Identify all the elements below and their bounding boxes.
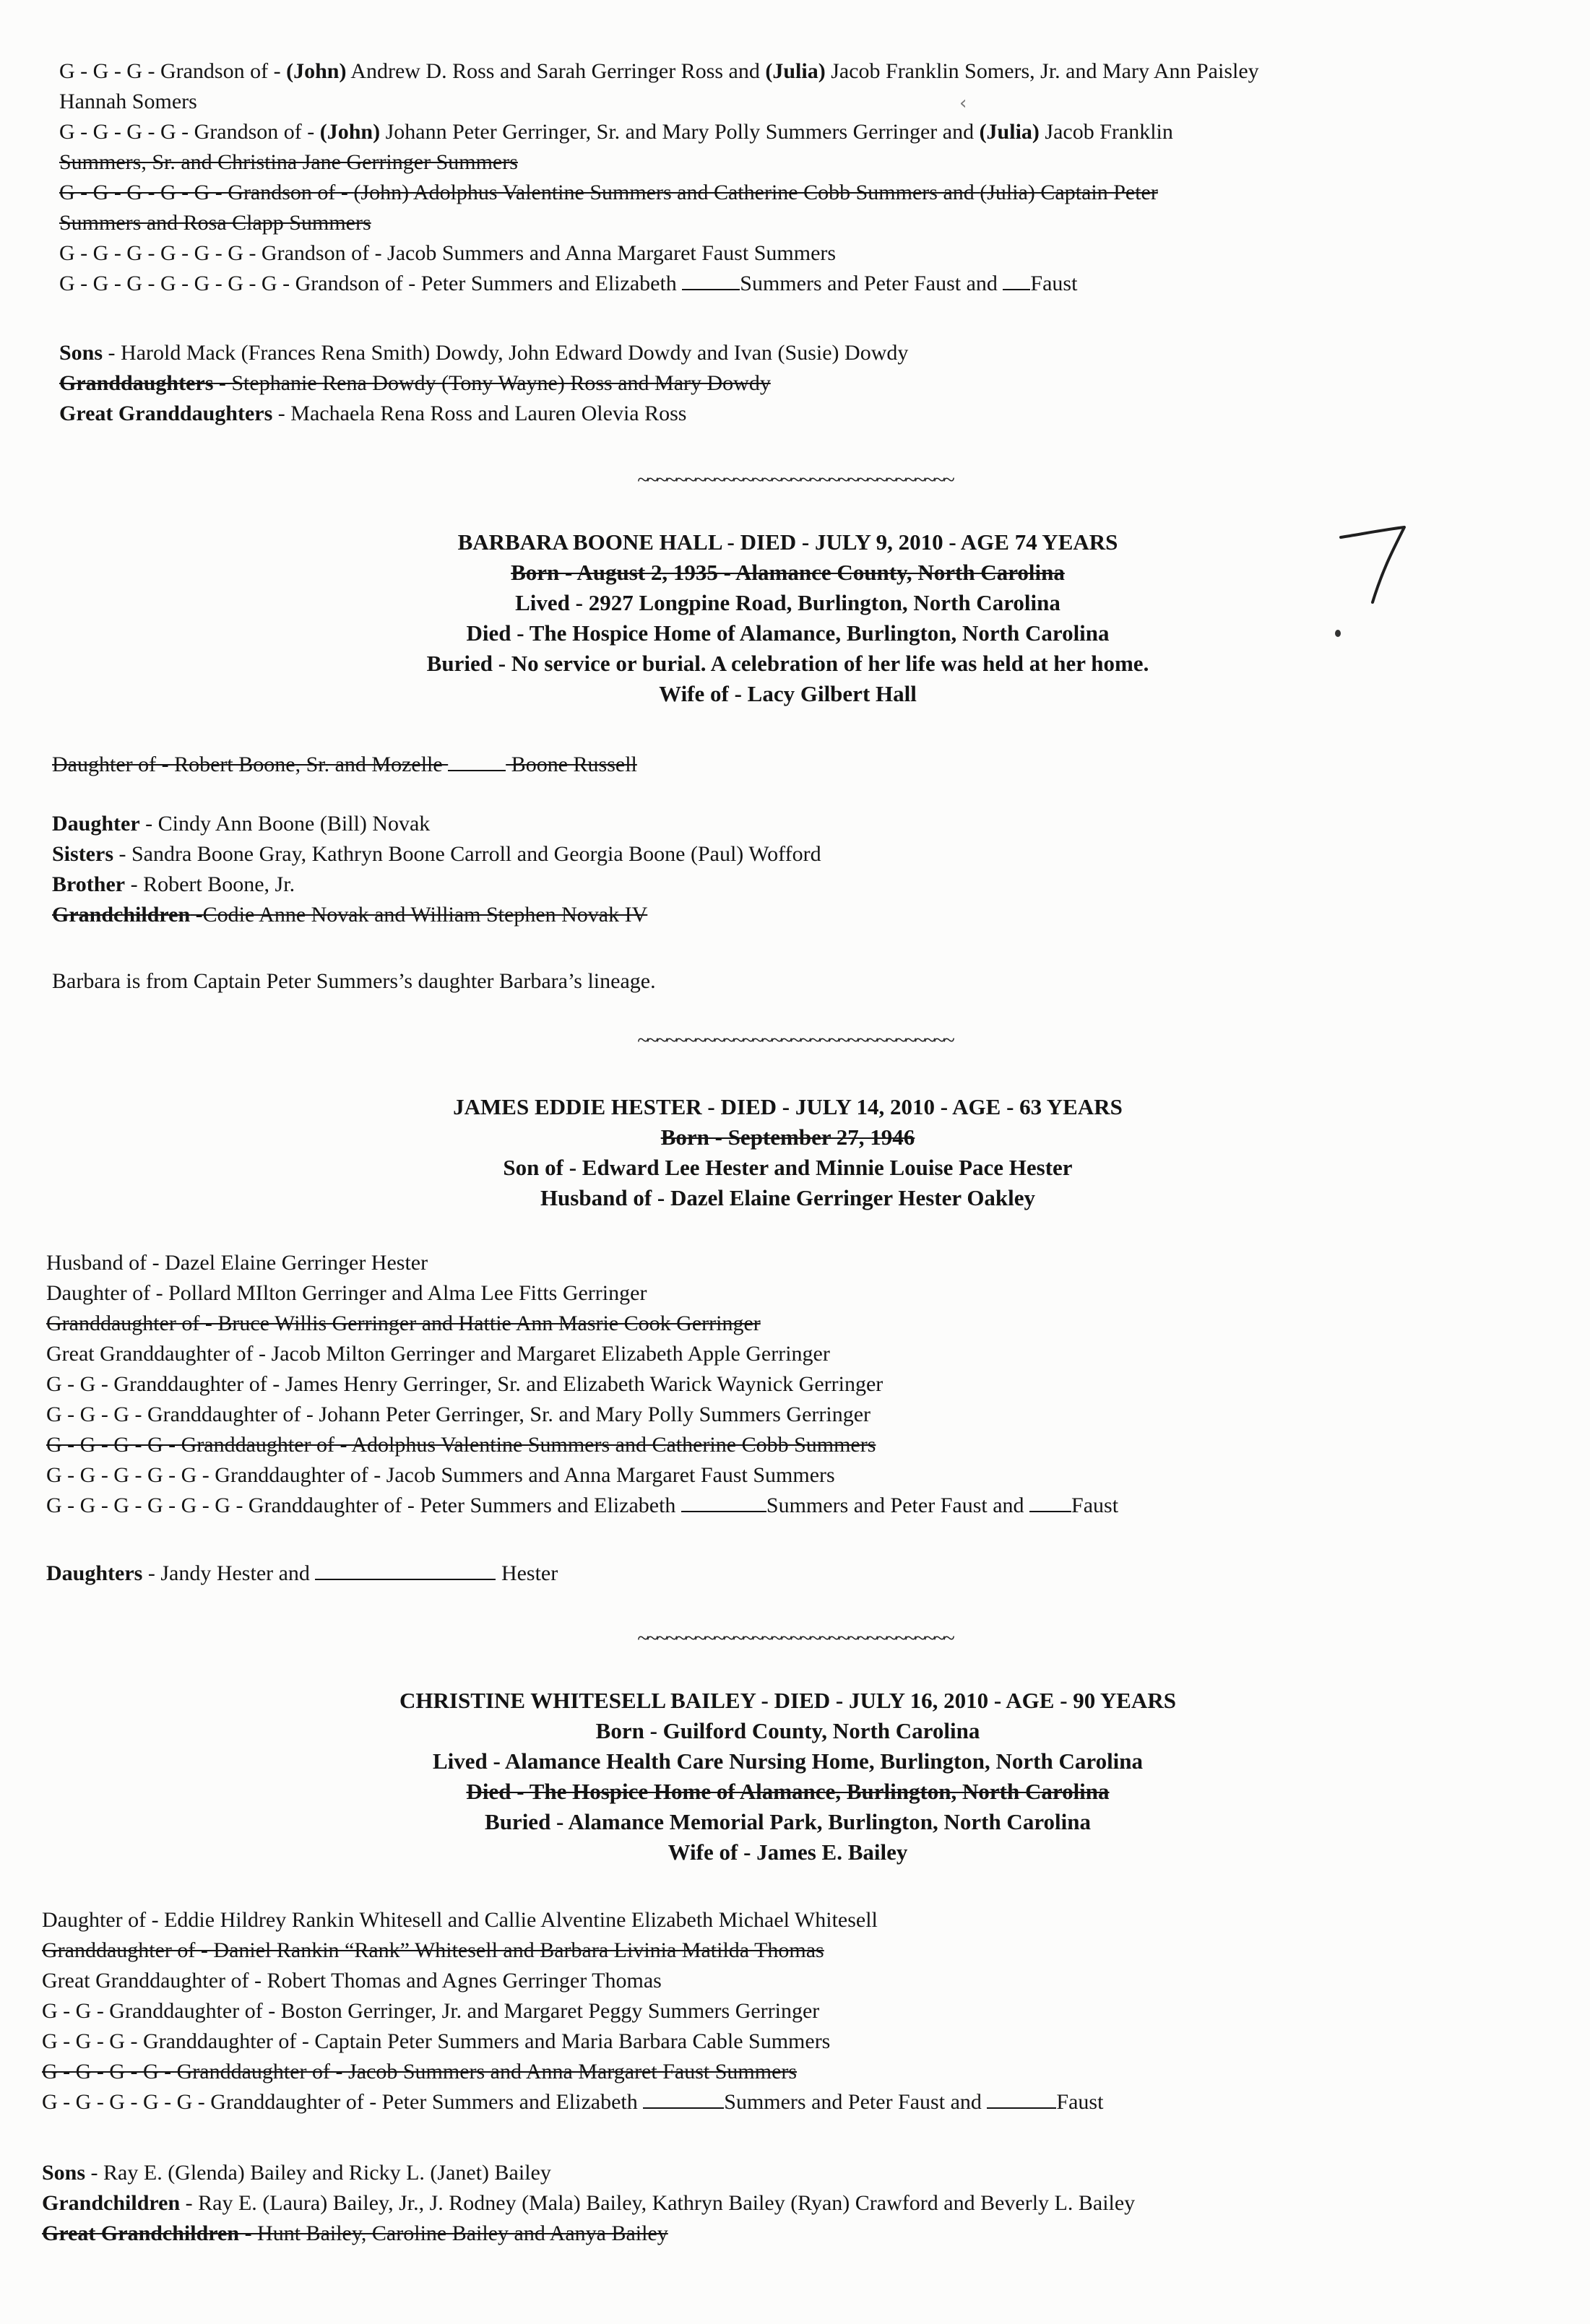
intro-sons: Sons - Harold Mack (Frances Rena Smith) Dowdy, John Edward Dowdy and Ivan (Susie) Dowdy xyxy=(59,341,909,365)
christine-header xyxy=(0,1686,1583,1868)
james-daughters: Daughters - Jandy Hester and Hester xyxy=(46,1561,558,1585)
barbara-sisters: Sisters - Sandra Boone Gray, Kathryn Boone Carroll and Georgia Boone (Paul) Wofford xyxy=(52,842,821,866)
christine-line-6: G - G - G - G - Granddaughter of - Jacob Summers and Anna Margaret Faust Summers xyxy=(42,2060,798,2084)
james-line-4: Great Granddaughter of - Jacob Milton Gerringer and Margaret Elizabeth Apple Gerringer xyxy=(46,1342,830,1366)
christine-line-2: Granddaughter of - Daniel Rankin “Rank” Whitesell and Barbara Livinia Matilda Thomas xyxy=(42,1938,824,1962)
christine-sons: Sons - Ray E. (Glenda) Bailey and Ricky L. (Janet) Bailey xyxy=(42,2161,551,2185)
james-line-7: G - G - G - G - Granddaughter of - Adolphus Valentine Summers and Catherine Cobb Summers xyxy=(46,1433,876,1457)
james-line-3: Granddaughter of - Bruce Willis Gerringer and Hattie Ann Masrie Cook Gerringer xyxy=(46,1311,761,1335)
james-son-of: Son of - Edward Lee Hester and Minnie Louise Pace Hester xyxy=(503,1155,1073,1180)
intro-line-6: Summers and Rosa Clapp Summers xyxy=(59,211,371,235)
barbara-wife-of: Wife of - Lacy Gilbert Hall xyxy=(659,681,917,706)
blank-line xyxy=(681,1495,766,1512)
barbara-note xyxy=(52,966,656,997)
intro-line-3: G - G - G - G - Grandson of - (John) Johann Peter Gerringer, Sr. and Mary Polly Summers Gerringer and (Julia) Jacob Franklin xyxy=(59,120,1173,144)
christine-lineage xyxy=(42,1905,1103,2117)
barbara-title: BARBARA BOONE HALL - DIED - JULY 9, 2010 - AGE 74 YEARS xyxy=(457,529,1118,555)
christine-born: Born - Guilford County, North Carolina xyxy=(595,1718,980,1743)
barbara-daughter: Daughter - Cindy Ann Boone (Bill) Novak xyxy=(52,812,431,836)
james-line-6: G - G - G - Granddaughter of - Johann Peter Gerringer, Sr. and Mary Polly Summers Gerringer xyxy=(46,1402,871,1426)
christine-great-grandchildren: Great Grandchildren - Hunt Bailey, Caroline Bailey and Aanya Bailey xyxy=(42,2221,668,2245)
james-line-9: G - G - G - G - G - G - Granddaughter of - Peter Summers and Elizabeth Summers and Peter Faust and Faust xyxy=(46,1493,1119,1517)
james-born: Born - September 27, 1946 xyxy=(660,1124,915,1150)
section-divider: ~~~~~~~~~~~~~~~~~~~~~~~~~~~~~~~~~ xyxy=(637,468,953,492)
james-header xyxy=(0,1092,1583,1213)
james-title: JAMES EDDIE HESTER - DIED - JULY 14, 2010 - AGE - 63 YEARS xyxy=(453,1094,1123,1119)
intro-line-1: G - G - G - Grandson of - (John) Andrew D. Ross and Sarah Gerringer Ross and (Julia) Jacob Franklin Somers, Jr. and Mary Ann Paisley xyxy=(59,59,1259,83)
christine-line-4: G - G - Granddaughter of - Boston Gerringer, Jr. and Margaret Peggy Summers Gerringer xyxy=(42,1999,820,2023)
blank-line xyxy=(643,2091,724,2109)
christine-line-7: G - G - G - G - G - Granddaughter of - Peter Summers and Elizabeth Summers and Peter Faust and Faust xyxy=(42,2090,1104,2114)
james-family xyxy=(46,1558,558,1589)
intro-descendants xyxy=(59,338,908,429)
intro-great-granddaughters: Great Granddaughters - Machaela Rena Ross and Lauren Olevia Ross xyxy=(59,402,687,425)
handwritten-seven-mark xyxy=(1331,521,1417,608)
james-line-5: G - G - Granddaughter of - James Henry Gerringer, Sr. and Elizabeth Warick Waynick Gerringer xyxy=(46,1372,883,1396)
christine-died: Died - The Hospice Home of Alamance, Burlington, North Carolina xyxy=(466,1779,1110,1804)
christine-lived: Lived - Alamance Health Care Nursing Home, Burlington, North Carolina xyxy=(432,1748,1144,1774)
section-divider: ~~~~~~~~~~~~~~~~~~~~~~~~~~~~~~~~~ xyxy=(637,1028,953,1052)
blank-line xyxy=(1003,273,1030,290)
barbara-parents xyxy=(52,750,637,780)
intro-line-2: Hannah Somers xyxy=(59,90,197,113)
blank-line xyxy=(682,273,740,290)
intro-line-5: G - G - G - G - G - Grandson of - (John) Adolphus Valentine Summers and Catherine Cobb Summers and (Julia) Captain Peter xyxy=(59,181,1158,204)
barbara-buried: Buried - No service or burial. A celebration of her life was held at her home. xyxy=(426,651,1149,676)
intro-line-4: Summers, Sr. and Christina Jane Gerringer Summers xyxy=(59,150,518,174)
barbara-grandchildren: Grandchildren -Codie Anne Novak and William Stephen Novak IV xyxy=(52,903,648,927)
james-lineage xyxy=(46,1248,1118,1521)
barbara-died: Died - The Hospice Home of Alamance, Burlington, North Carolina xyxy=(466,620,1110,646)
james-line-8: G - G - G - G - G - Granddaughter of - Jacob Summers and Anna Margaret Faust Summers xyxy=(46,1463,835,1487)
intro-granddaughters: Granddaughters - Stephanie Rena Dowdy (Tony Wayne) Ross and Mary Dowdy xyxy=(59,371,771,395)
christine-title: CHRISTINE WHITESELL BAILEY - DIED - JULY 16, 2010 - AGE - 90 YEARS xyxy=(399,1688,1176,1713)
barbara-lineage-note: Barbara is from Captain Peter Summers’s daughter Barbara’s lineage. xyxy=(52,969,656,993)
christine-line-1: Daughter of - Eddie Hildrey Rankin Whitesell and Callie Alventine Elizabeth Michael Whitesell xyxy=(42,1908,878,1932)
scan-speck-mark: ‹ xyxy=(959,92,967,114)
christine-wife-of: Wife of - James E. Bailey xyxy=(667,1839,908,1865)
barbara-brother: Brother - Robert Boone, Jr. xyxy=(52,872,295,896)
christine-line-5: G - G - G - Granddaughter of - Captain Peter Summers and Maria Barbara Cable Summers xyxy=(42,2029,831,2053)
blank-line xyxy=(987,2091,1056,2109)
section-divider: ~~~~~~~~~~~~~~~~~~~~~~~~~~~~~~~~~ xyxy=(637,1626,953,1650)
intro-line-8: G - G - G - G - G - G - G - Grandson of - Peter Summers and Elizabeth Summers and Peter Faust and Faust xyxy=(59,272,1078,295)
james-husband-of: Husband of - Dazel Elaine Gerringer Hester Oakley xyxy=(540,1185,1036,1210)
intro-line-7: G - G - G - G - G - G - Grandson of - Jacob Summers and Anna Margaret Faust Summers xyxy=(59,241,837,265)
blank-line xyxy=(448,754,506,771)
barbara-born: Born - August 2, 1935 - Alamance County, North Carolina xyxy=(511,560,1065,585)
barbara-family xyxy=(52,809,821,930)
christine-grandchildren: Grandchildren - Ray E. (Laura) Bailey, Jr., J. Rodney (Mala) Bailey, Kathryn Bailey (Ryan) Crawford and Beverly L. Bailey xyxy=(42,2191,1136,2215)
james-line-1: Husband of - Dazel Elaine Gerringer Hester xyxy=(46,1251,428,1275)
barbara-lived: Lived - 2927 Longpine Road, Burlington, North Carolina xyxy=(515,590,1060,615)
james-line-2: Daughter of - Pollard MIlton Gerringer and Alma Lee Fitts Gerringer xyxy=(46,1281,647,1305)
intro-lineage xyxy=(59,56,1259,299)
blank-line xyxy=(1029,1495,1071,1512)
christine-family xyxy=(42,2158,1135,2249)
christine-line-3: Great Granddaughter of - Robert Thomas and Agnes Gerringer Thomas xyxy=(42,1969,662,1993)
barbara-daughter-of: Daughter of - Robert Boone, Sr. and Mozelle Boone Russell xyxy=(52,753,637,776)
ink-dot-mark xyxy=(1335,630,1341,637)
christine-buried: Buried - Alamance Memorial Park, Burlington, North Carolina xyxy=(485,1809,1091,1834)
blank-line xyxy=(315,1563,496,1580)
